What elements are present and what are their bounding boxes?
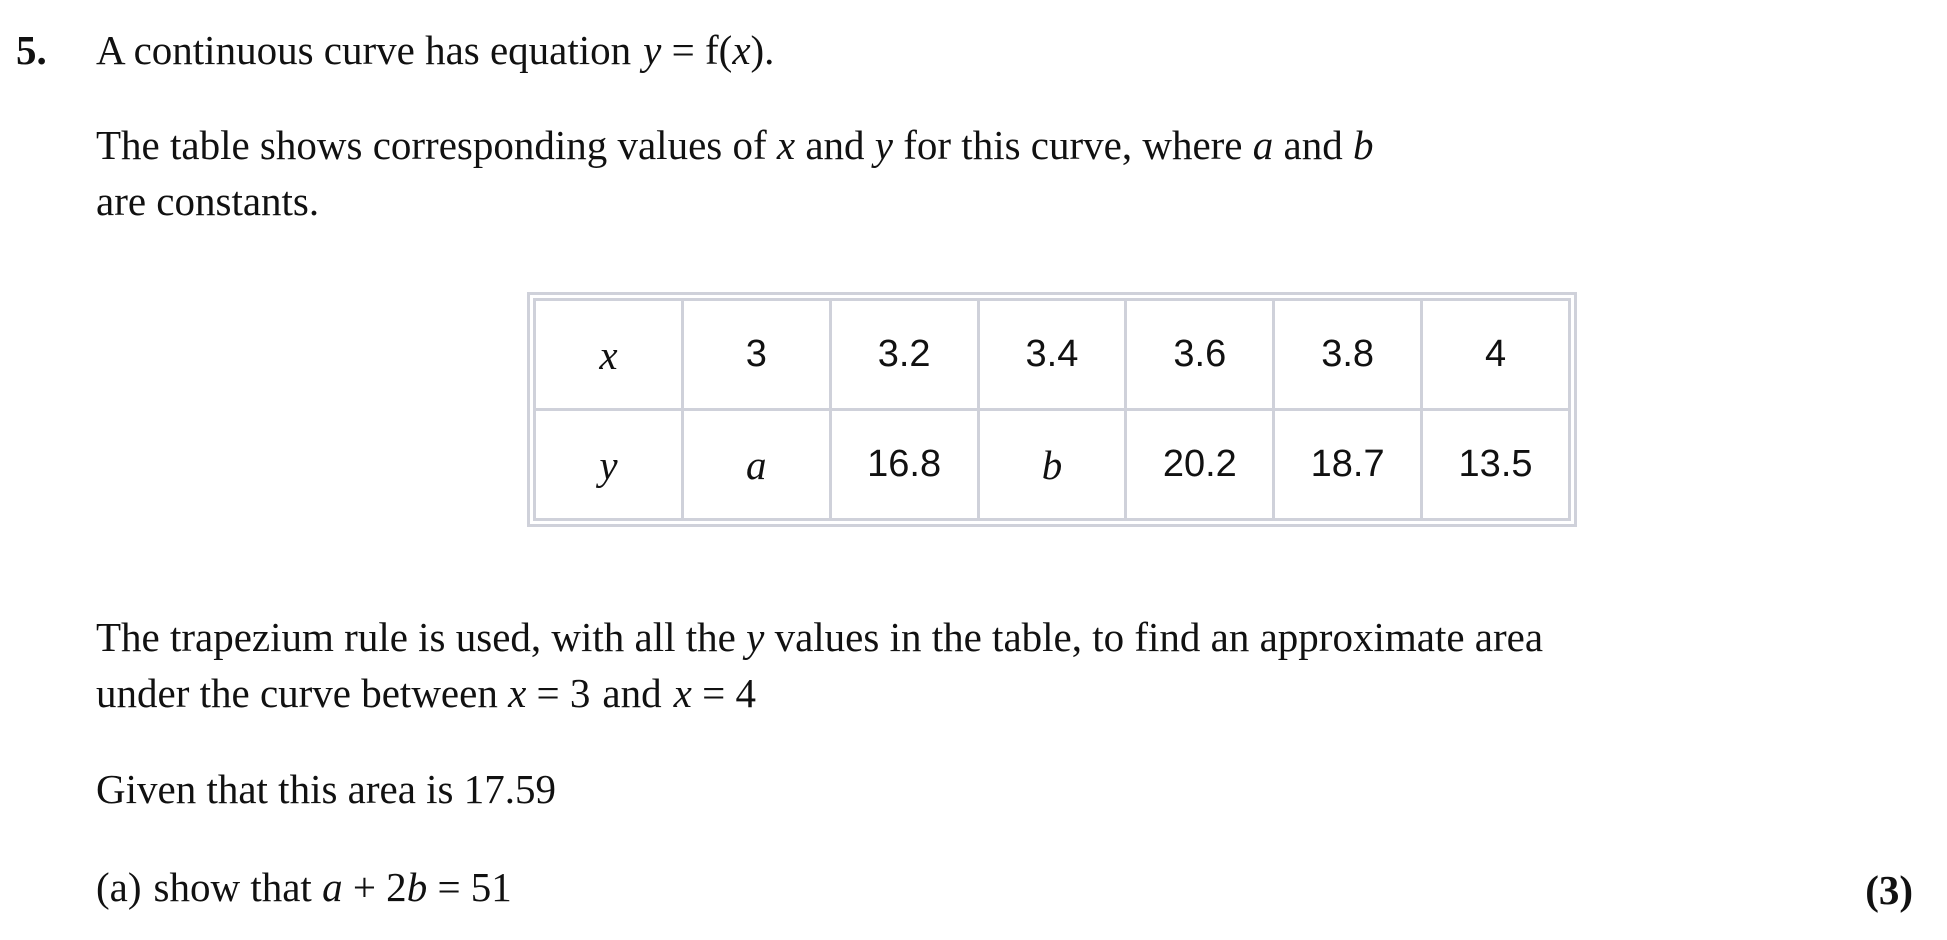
marks-label: (3) (1865, 867, 1913, 913)
part-a-text: show that (153, 864, 323, 910)
table-cell: 18.7 (1274, 410, 1422, 520)
part-a-a: a (322, 864, 343, 910)
equation-close: ). (750, 27, 775, 73)
part-a-label: (a) (96, 864, 142, 910)
p2-text-a: The trapezium rule is used, with all the (96, 614, 747, 660)
equation-lhs: y (643, 27, 662, 73)
table-cell: 16.8 (830, 410, 978, 520)
table-cell: 3.6 (1126, 300, 1274, 410)
paragraph-1-line-2: are constants. (96, 178, 320, 224)
part-a (96, 863, 512, 911)
table-row-x (535, 300, 1570, 410)
table-cell: 3.8 (1274, 300, 1422, 410)
part-a-b: b (406, 864, 428, 910)
table-cell: 3 (682, 300, 830, 410)
p1-y: y (874, 122, 893, 168)
part-a-plus: + 2 (342, 864, 407, 910)
table-cell: 13.5 (1422, 410, 1570, 520)
equation-equals: = (661, 27, 705, 73)
question-number: 5. (16, 27, 47, 73)
p1-a: a (1252, 122, 1274, 168)
p2-eq2: = 4 (691, 670, 756, 716)
paragraph-3: Given that this area is 17.59 (96, 766, 557, 812)
table-cell: 4 (1422, 300, 1570, 410)
p1-and2: and (1273, 122, 1353, 168)
part-a-rest: = 51 (427, 864, 512, 910)
paragraph-2-line-2 (96, 669, 756, 717)
intro-text: A continuous curve has equation (96, 27, 632, 73)
values-table-grid (533, 298, 1571, 521)
paragraph-2-line-1 (96, 613, 1543, 661)
p2-x1: x (508, 670, 527, 716)
row-label-x: x (535, 300, 683, 410)
table-cell: 3.4 (978, 300, 1126, 410)
p2-text-b: values in the table, to find an approximate area (764, 614, 1544, 660)
p2-y: y (746, 614, 765, 660)
p1-and1: and (795, 122, 875, 168)
table-cell: 20.2 (1126, 410, 1274, 520)
equation-rhs: f( (705, 27, 733, 73)
p2-x2: x (673, 670, 692, 716)
p2-text-c: under the curve between (96, 670, 509, 716)
p1-b: b (1352, 122, 1374, 168)
p1-text-b: for this curve, where (893, 122, 1253, 168)
table-cell: a (682, 410, 830, 520)
p2-eq1: = 3 (526, 670, 591, 716)
p1-text-a: The table shows corresponding values of (96, 122, 777, 168)
table-row-y (535, 410, 1570, 520)
equation-var: x (732, 27, 751, 73)
paragraph-1-line-1 (96, 121, 1373, 169)
p2-and: and (602, 670, 662, 716)
values-table (527, 292, 1577, 527)
p1-x: x (776, 122, 796, 168)
row-label-y: y (535, 410, 683, 520)
table-cell: 3.2 (830, 300, 978, 410)
table-cell: b (978, 410, 1126, 520)
question-intro (96, 26, 774, 74)
